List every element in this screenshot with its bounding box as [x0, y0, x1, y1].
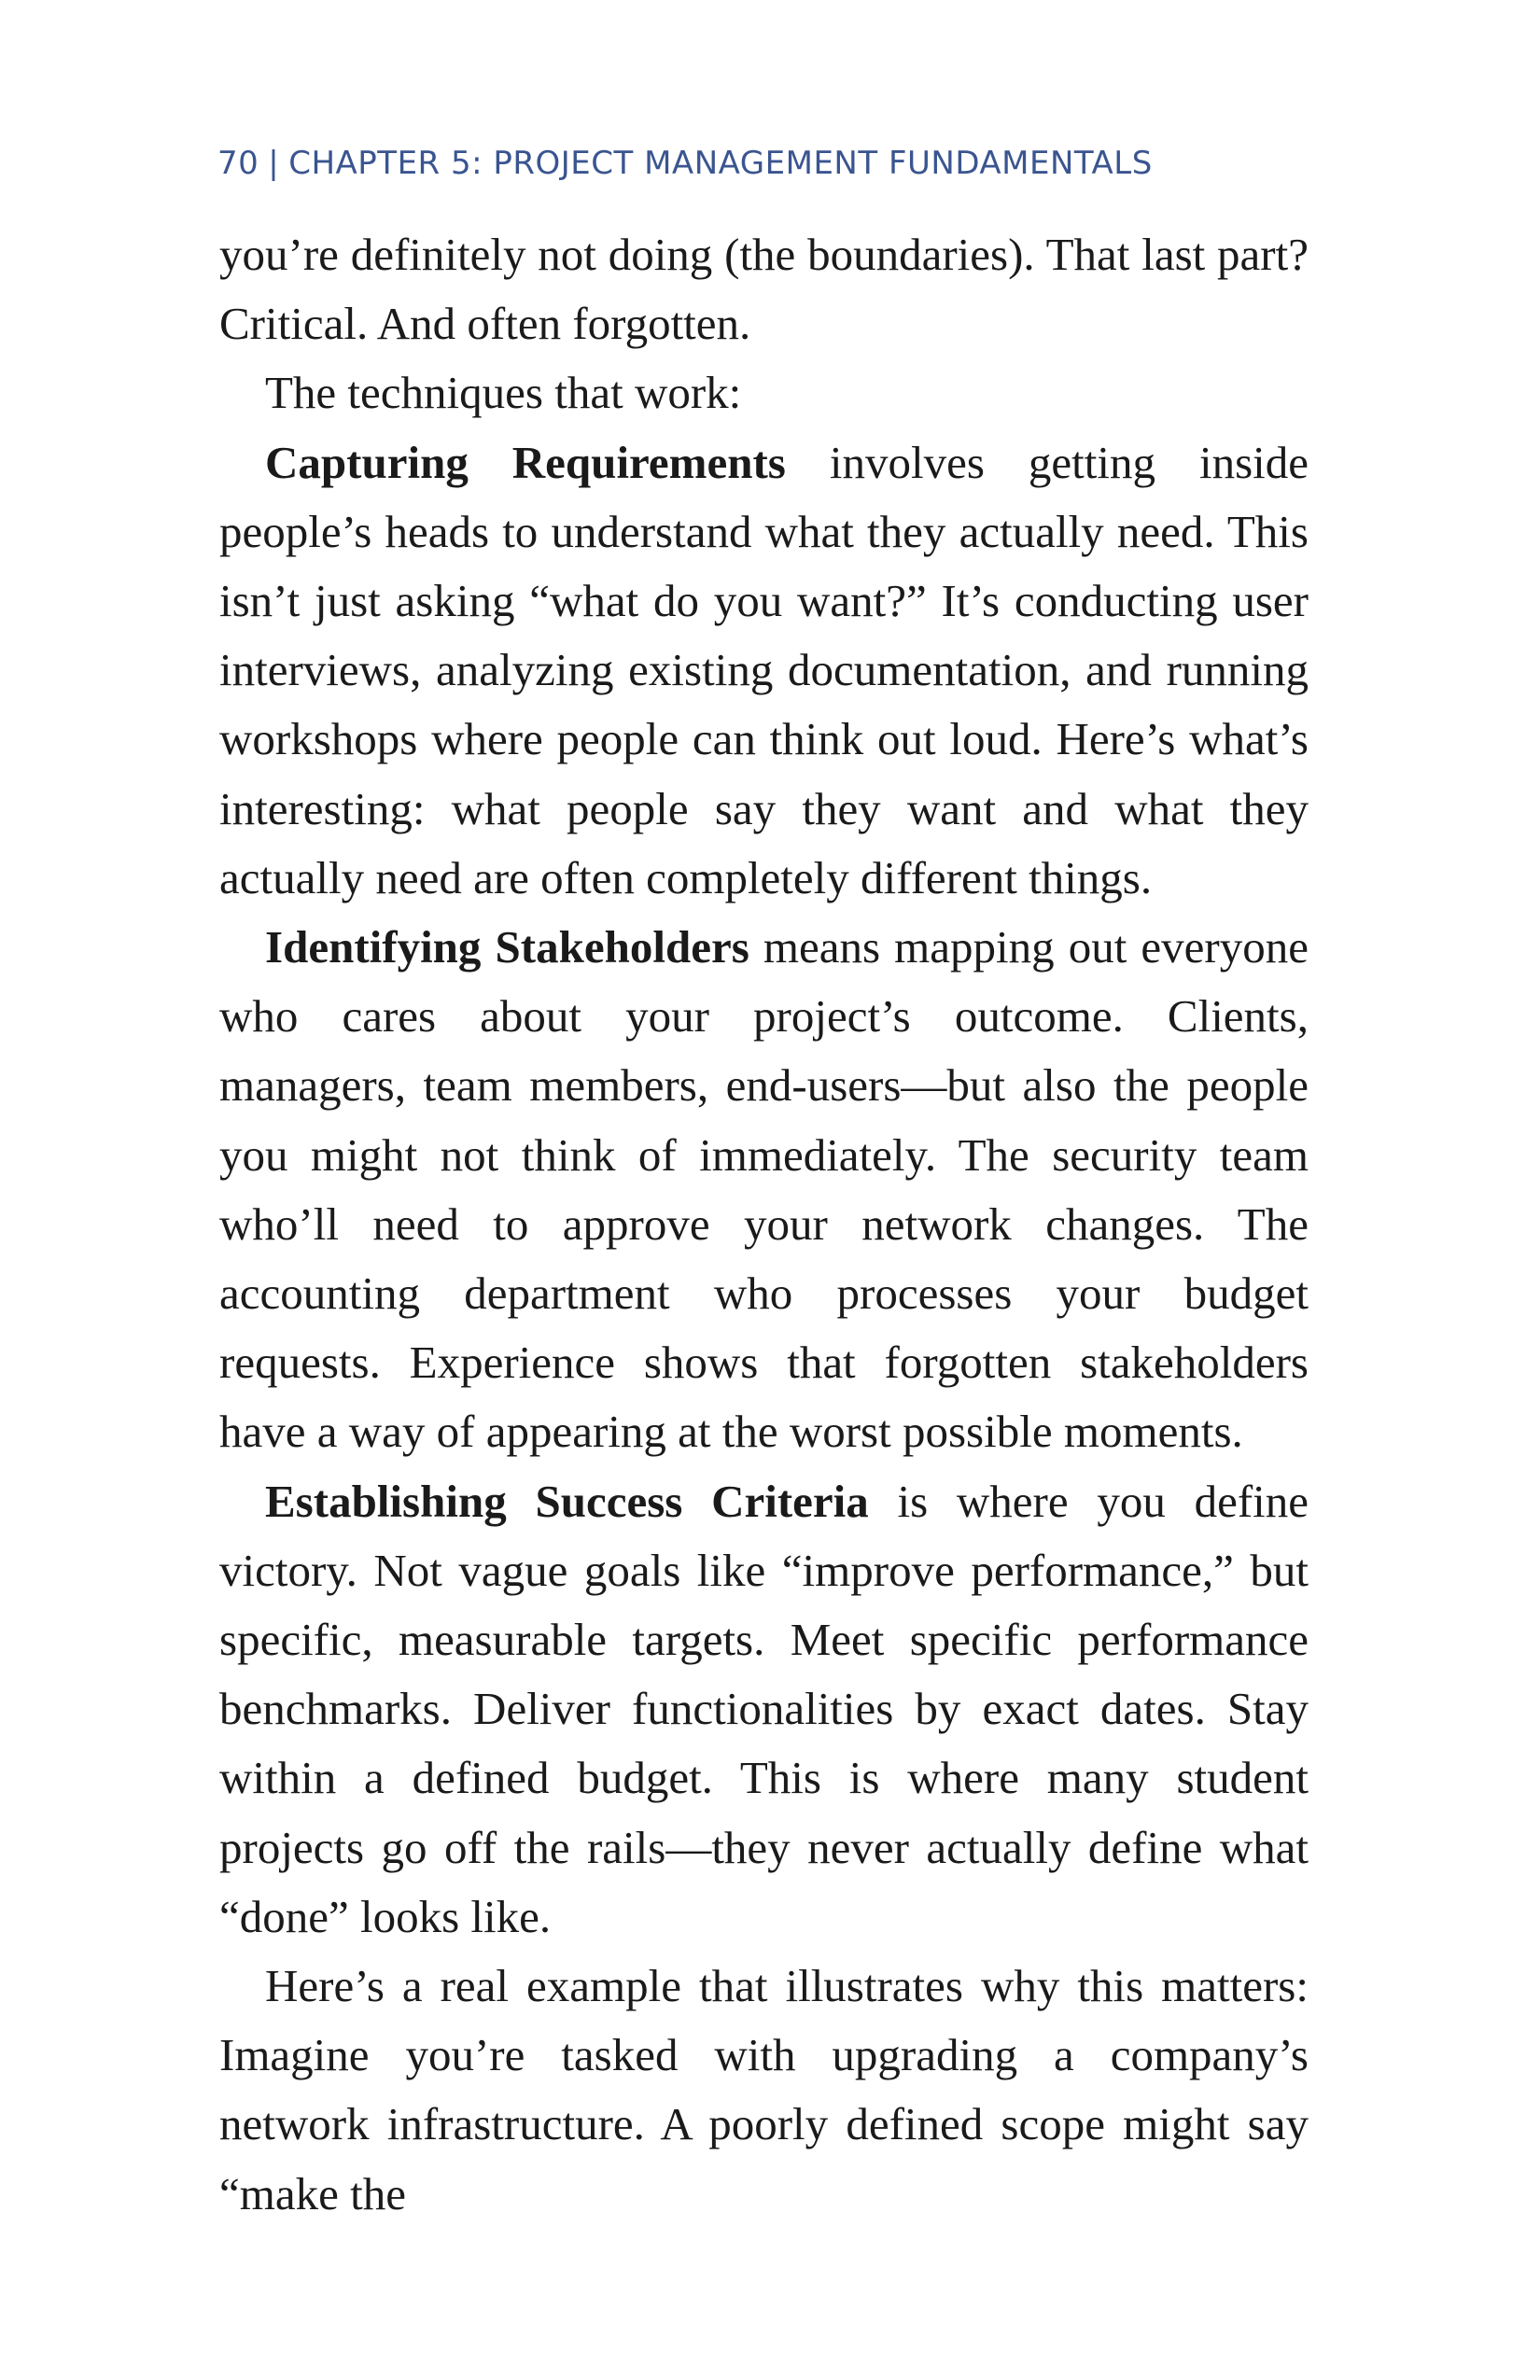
- paragraph-real-example: [219, 1952, 1309, 2229]
- header-separator: |: [268, 145, 280, 182]
- paragraph-lead-term: Establishing Success Criteria: [265, 1475, 869, 1527]
- running-header: [217, 145, 1153, 182]
- paragraph-text: Here’s a real example that illustrates why this matters: Imagine you’re tasked with upgrading a company’s network infrastructure. A poorly defined scope might say “make the: [219, 1960, 1309, 2219]
- paragraph-success-criteria: [219, 1467, 1309, 1952]
- paragraph-capturing-requirements: [219, 428, 1309, 913]
- paragraph-text: is where you define victory. Not vague goals like “improve performance,” but specific, measurable targets. Meet specific performance benchmarks. Deliver functionalities by exact dates. Stay within a defined budget. This is where many student projects go off the rails—they never actually define what “done” looks like.: [219, 1475, 1309, 1942]
- page-number: 70: [217, 145, 259, 182]
- paragraph-lead-term: Identifying Stakeholders: [265, 921, 749, 973]
- body-text: [219, 220, 1309, 2229]
- paragraph-text: you’re definitely not doing (the boundaries). That last part? Critical. And often forgotten.: [219, 229, 1309, 350]
- paragraph-identifying-stakeholders: [219, 913, 1309, 1467]
- paragraph-continuation: [219, 220, 1309, 358]
- paragraph-text: means mapping out everyone who cares about your project’s outcome. Clients, managers, team members, end-users—but also the people you might not think of immediately. The security team who’ll need to approve your network changes. The accounting department who processes your budget requests. Experience shows that forgotten stakeholders have a way of appearing at the worst possible moments.: [219, 921, 1309, 1458]
- paragraph-lead-term: Capturing Requirements: [265, 436, 786, 488]
- paragraph-techniques-intro: [219, 358, 1309, 427]
- chapter-title: CHAPTER 5: PROJECT MANAGEMENT FUNDAMENTALS: [288, 145, 1153, 182]
- paragraph-text: The techniques that work:: [265, 367, 742, 419]
- paragraph-text: involves getting inside people’s heads to understand what they actually need. This isn’t just asking “what do you want?” It’s conducting user interviews, analyzing existing documentation, and running workshops where people can think out loud. Here’s what’s interesting: what people say they want and what they actually need are often completely different things.: [219, 436, 1309, 903]
